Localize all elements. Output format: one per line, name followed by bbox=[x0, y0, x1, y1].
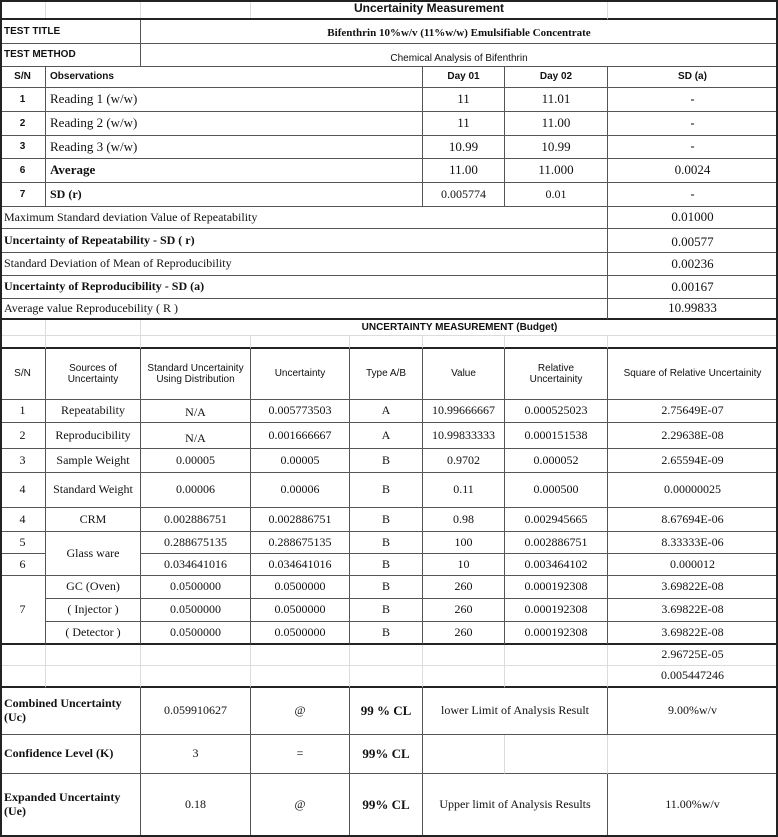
budget-sn: 3 bbox=[0, 449, 46, 473]
budget-type: B bbox=[350, 554, 423, 576]
obs-sn: 1 bbox=[0, 88, 46, 112]
budget-relative: 0.000192308 bbox=[505, 622, 608, 645]
test-title-value: Bifenthrin 10%w/v (11%w/w) Emulsifiable Concentrate bbox=[141, 20, 778, 44]
expanded-op: @ bbox=[251, 774, 350, 837]
empty-cell bbox=[46, 645, 141, 666]
obs-header-sn: S/N bbox=[0, 67, 46, 88]
budget-relative: 0.000500 bbox=[505, 473, 608, 508]
empty-cell bbox=[608, 336, 778, 349]
obs-day2: 11.00 bbox=[505, 112, 608, 136]
budget-sn: 1 bbox=[0, 400, 46, 423]
summary-label: Maximum Standard deviation Value of Repeatability bbox=[0, 207, 608, 229]
obs-sda: - bbox=[608, 183, 778, 207]
budget-square: 8.33333E-06 bbox=[608, 532, 778, 554]
empty-cell bbox=[423, 336, 505, 349]
sum-of-squares: 2.96725E-05 bbox=[608, 645, 778, 666]
budget-type: B bbox=[350, 599, 423, 622]
empty-cell bbox=[505, 336, 608, 349]
budget-std: 0.034641016 bbox=[141, 554, 251, 576]
expanded-value: 0.18 bbox=[141, 774, 251, 837]
budget-sn: 7 bbox=[0, 576, 46, 645]
obs-sn: 6 bbox=[0, 159, 46, 183]
summary-label: Standard Deviation of Mean of Reproducibility bbox=[0, 253, 608, 276]
budget-source: Reproducibility bbox=[46, 423, 141, 449]
budget-header-square: Square of Relative Uncertainity bbox=[608, 349, 778, 400]
budget-value: 260 bbox=[423, 622, 505, 645]
budget-header-source: Sources of Uncertainty bbox=[46, 349, 141, 400]
budget-std: 0.002886751 bbox=[141, 508, 251, 532]
budget-value: 260 bbox=[423, 599, 505, 622]
budget-type: B bbox=[350, 622, 423, 645]
budget-source: Glass ware bbox=[46, 532, 141, 576]
obs-day1: 11 bbox=[423, 112, 505, 136]
budget-header-type: Type A/B bbox=[350, 349, 423, 400]
empty-cell bbox=[505, 735, 608, 774]
empty-cell bbox=[505, 666, 608, 688]
budget-value: 10.99666667 bbox=[423, 400, 505, 423]
summary-value: 0.00236 bbox=[608, 253, 778, 276]
test-method-value: Chemical Analysis of Bifenthrin bbox=[141, 44, 778, 67]
budget-std: N/A bbox=[141, 400, 251, 423]
sqrt-sum: 0.005447246 bbox=[608, 666, 778, 688]
budget-std: 0.288675135 bbox=[141, 532, 251, 554]
lower-limit-value: 9.00%w/v bbox=[608, 688, 778, 735]
budget-value: 260 bbox=[423, 576, 505, 599]
budget-square: 0.000012 bbox=[608, 554, 778, 576]
budget-header-value: Value bbox=[423, 349, 505, 400]
obs-header-sda: SD (a) bbox=[608, 67, 778, 88]
obs-sda: - bbox=[608, 136, 778, 159]
empty-cell bbox=[0, 666, 46, 688]
empty-cell bbox=[350, 336, 423, 349]
budget-square: 2.65594E-09 bbox=[608, 449, 778, 473]
empty-cell bbox=[0, 336, 46, 349]
budget-source: Sample Weight bbox=[46, 449, 141, 473]
budget-sn: 6 bbox=[0, 554, 46, 576]
empty-cell bbox=[46, 320, 141, 336]
combined-cl: 99 % CL bbox=[350, 688, 423, 735]
summary-value: 0.00577 bbox=[608, 229, 778, 253]
empty-cell bbox=[46, 336, 141, 349]
budget-header-uncertainty: Uncertainty bbox=[251, 349, 350, 400]
budget-value: 0.11 bbox=[423, 473, 505, 508]
budget-uncertainty: 0.00005 bbox=[251, 449, 350, 473]
budget-value: 100 bbox=[423, 532, 505, 554]
budget-value: 0.9702 bbox=[423, 449, 505, 473]
budget-square: 8.67694E-06 bbox=[608, 508, 778, 532]
obs-sn: 3 bbox=[0, 136, 46, 159]
upper-limit-value: 11.00%w/v bbox=[608, 774, 778, 837]
budget-type: B bbox=[350, 576, 423, 599]
combined-label: Combined Uncertainty (Uc) bbox=[0, 688, 141, 735]
budget-sn: 5 bbox=[0, 532, 46, 554]
empty-cell bbox=[141, 666, 251, 688]
budget-std: N/A bbox=[141, 423, 251, 449]
summary-value: 0.00167 bbox=[608, 276, 778, 299]
obs-label: Reading 1 (w/w) bbox=[46, 88, 423, 112]
combined-value: 0.059910627 bbox=[141, 688, 251, 735]
budget-relative: 0.002945665 bbox=[505, 508, 608, 532]
empty-cell bbox=[350, 666, 423, 688]
budget-header-std: Standard Uncertainity Using Distribution bbox=[141, 349, 251, 400]
summary-value: 10.99833 bbox=[608, 299, 778, 320]
budget-value: 0.98 bbox=[423, 508, 505, 532]
obs-day2: 10.99 bbox=[505, 136, 608, 159]
obs-header-day2: Day 02 bbox=[505, 67, 608, 88]
empty-cell bbox=[608, 0, 778, 20]
empty-cell bbox=[505, 645, 608, 666]
budget-header-sn: S/N bbox=[0, 349, 46, 400]
obs-day2: 11.01 bbox=[505, 88, 608, 112]
test-title-label: TEST TITLE bbox=[0, 20, 141, 44]
summary-label: Average value Reproducebility ( R ) bbox=[0, 299, 608, 320]
budget-relative: 0.000192308 bbox=[505, 599, 608, 622]
budget-uncertainty: 0.002886751 bbox=[251, 508, 350, 532]
empty-cell bbox=[46, 0, 141, 20]
empty-cell bbox=[46, 666, 141, 688]
budget-relative: 0.000052 bbox=[505, 449, 608, 473]
empty-cell bbox=[423, 666, 505, 688]
budget-type: B bbox=[350, 532, 423, 554]
budget-square: 3.69822E-08 bbox=[608, 622, 778, 645]
obs-sn: 7 bbox=[0, 183, 46, 207]
empty-cell bbox=[141, 336, 251, 349]
budget-uncertainty: 0.001666667 bbox=[251, 423, 350, 449]
obs-sda: 0.0024 bbox=[608, 159, 778, 183]
expanded-label: Expanded Uncertainty (Ue) bbox=[0, 774, 141, 837]
budget-type: A bbox=[350, 400, 423, 423]
empty-cell bbox=[0, 320, 46, 336]
budget-value: 10.99833333 bbox=[423, 423, 505, 449]
obs-header-observations: Observations bbox=[46, 67, 423, 88]
budget-source: ( Injector ) bbox=[46, 599, 141, 622]
combined-op: @ bbox=[251, 688, 350, 735]
budget-header-relative: Relative Uncertainity bbox=[505, 349, 608, 400]
budget-relative: 0.000525023 bbox=[505, 400, 608, 423]
budget-uncertainty: 0.00006 bbox=[251, 473, 350, 508]
confidence-value: 3 bbox=[141, 735, 251, 774]
obs-label: Average bbox=[46, 159, 423, 183]
lower-limit-label: lower Limit of Analysis Result bbox=[423, 688, 608, 735]
budget-uncertainty: 0.034641016 bbox=[251, 554, 350, 576]
obs-sda: - bbox=[608, 112, 778, 136]
budget-std: 0.0500000 bbox=[141, 622, 251, 645]
empty-cell bbox=[423, 735, 505, 774]
obs-sda: - bbox=[608, 88, 778, 112]
empty-cell bbox=[0, 0, 46, 20]
budget-std: 0.0500000 bbox=[141, 576, 251, 599]
budget-uncertainty: 0.0500000 bbox=[251, 576, 350, 599]
budget-std: 0.00005 bbox=[141, 449, 251, 473]
budget-type: B bbox=[350, 473, 423, 508]
budget-relative: 0.000192308 bbox=[505, 576, 608, 599]
empty-cell bbox=[251, 336, 350, 349]
obs-label: SD (r) bbox=[46, 183, 423, 207]
budget-square: 3.69822E-08 bbox=[608, 576, 778, 599]
budget-square: 2.29638E-08 bbox=[608, 423, 778, 449]
budget-type: B bbox=[350, 449, 423, 473]
empty-cell bbox=[251, 645, 350, 666]
budget-relative: 0.000151538 bbox=[505, 423, 608, 449]
confidence-op: = bbox=[251, 735, 350, 774]
empty-cell bbox=[423, 645, 505, 666]
obs-day1: 11 bbox=[423, 88, 505, 112]
budget-source: GC (Oven) bbox=[46, 576, 141, 599]
obs-day2: 0.01 bbox=[505, 183, 608, 207]
obs-sn: 2 bbox=[0, 112, 46, 136]
budget-relative: 0.003464102 bbox=[505, 554, 608, 576]
confidence-cl: 99% CL bbox=[350, 735, 423, 774]
budget-uncertainty: 0.005773503 bbox=[251, 400, 350, 423]
confidence-label: Confidence Level (K) bbox=[0, 735, 141, 774]
empty-cell bbox=[608, 735, 778, 774]
budget-type: B bbox=[350, 508, 423, 532]
expanded-cl: 99% CL bbox=[350, 774, 423, 837]
obs-day1: 10.99 bbox=[423, 136, 505, 159]
budget-std: 0.0500000 bbox=[141, 599, 251, 622]
budget-sn: 4 bbox=[0, 473, 46, 508]
budget-value: 10 bbox=[423, 554, 505, 576]
obs-day2: 11.000 bbox=[505, 159, 608, 183]
budget-square: 2.75649E-07 bbox=[608, 400, 778, 423]
test-method-label: TEST METHOD bbox=[0, 44, 141, 67]
empty-cell bbox=[0, 645, 46, 666]
budget-source: Repeatability bbox=[46, 400, 141, 423]
empty-cell bbox=[350, 645, 423, 666]
budget-uncertainty: 0.288675135 bbox=[251, 532, 350, 554]
obs-day1: 11.00 bbox=[423, 159, 505, 183]
page-title: Uncertainity Measurement bbox=[251, 0, 608, 20]
budget-source: CRM bbox=[46, 508, 141, 532]
budget-square: 3.69822E-08 bbox=[608, 599, 778, 622]
budget-std: 0.00006 bbox=[141, 473, 251, 508]
obs-label: Reading 2 (w/w) bbox=[46, 112, 423, 136]
budget-sn: 4 bbox=[0, 508, 46, 532]
upper-limit-label: Upper limit of Analysis Results bbox=[423, 774, 608, 837]
budget-sn: 2 bbox=[0, 423, 46, 449]
obs-label: Reading 3 (w/w) bbox=[46, 136, 423, 159]
budget-uncertainty: 0.0500000 bbox=[251, 622, 350, 645]
empty-cell bbox=[141, 0, 251, 20]
summary-label: Uncertainty of Reproducibility - SD (a) bbox=[0, 276, 608, 299]
budget-uncertainty: 0.0500000 bbox=[251, 599, 350, 622]
budget-type: A bbox=[350, 423, 423, 449]
empty-cell bbox=[251, 666, 350, 688]
budget-source: ( Detector ) bbox=[46, 622, 141, 645]
obs-day1: 0.005774 bbox=[423, 183, 505, 207]
summary-value: 0.01000 bbox=[608, 207, 778, 229]
budget-square: 0.00000025 bbox=[608, 473, 778, 508]
obs-header-day1: Day 01 bbox=[423, 67, 505, 88]
budget-source: Standard Weight bbox=[46, 473, 141, 508]
empty-cell bbox=[141, 645, 251, 666]
summary-label: Uncertainty of Repeatability - SD ( r) bbox=[0, 229, 608, 253]
budget-title: UNCERTAINTY MEASUREMENT (Budget) bbox=[141, 320, 778, 336]
budget-relative: 0.002886751 bbox=[505, 532, 608, 554]
